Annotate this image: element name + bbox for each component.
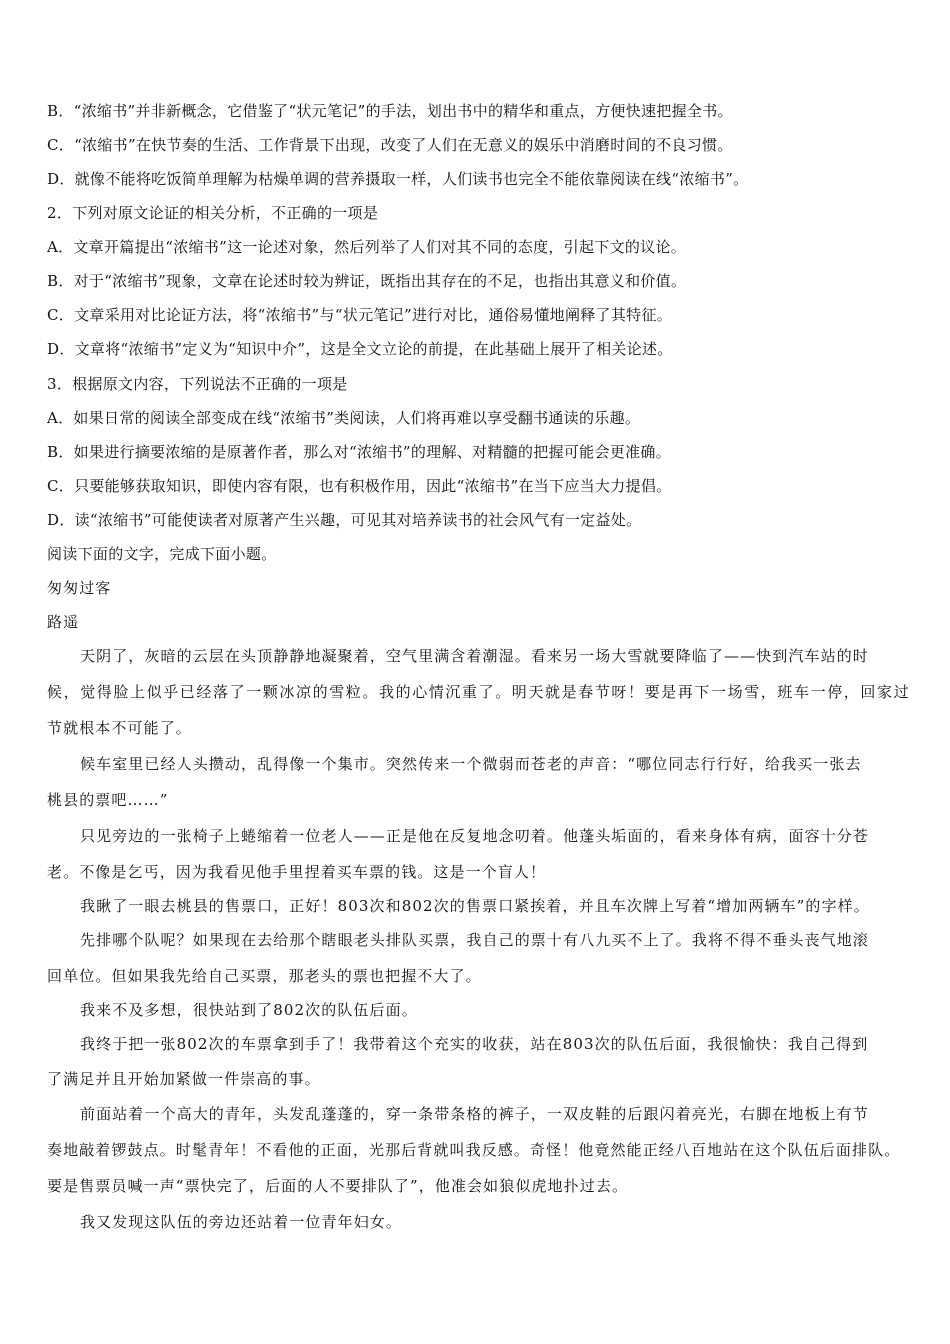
story-line: 了满足并且开始加紧做一件崇高的事。 [47, 1070, 321, 1088]
story-line: 我瞅了一眼去桃县的售票口，正好！803次和802次的售票口紧挨着，并且车次牌上写着“增加两辆车”的字样。 [80, 897, 870, 915]
story-line: 我来不及多想，很快站到了802次的队伍后面。 [80, 1001, 418, 1019]
q3-option-b: B．如果进行摘要浓缩的是原著作者，那么对“浓缩书”的理解、对精髓的把握可能会更准确。 [47, 443, 671, 461]
q2-option-d: D．文章将“浓缩书”定义为“知识中介”，这是全文立论的前提，在此基础上展开了相关论述。 [47, 340, 673, 358]
story-author: 路遥 [47, 613, 80, 631]
story-line: 我又发现这队伍的旁边还站着一位青年妇女。 [80, 1213, 403, 1231]
story-line: 我终于把一张802次的车票拿到手了！我带着这个充实的收获，站在803次的队伍后面，我很愉快：我自己得到 [80, 1035, 869, 1053]
story-title: 匆匆过客 [47, 579, 112, 597]
q2-stem: 2．下列对原文论证的相关分析，不正确的一项是 [47, 204, 379, 222]
q1-option-b: B．“浓缩书”并非新概念，它借鉴了“状元笔记”的手法，划出书中的精华和重点，方便快速把握全书。 [47, 102, 733, 120]
story-line: 节就根本不可能了。 [47, 719, 192, 737]
q3-option-a: A．如果日常的阅读全部变成在线“浓缩书”类阅读，人们将再难以享受翻书通读的乐趣。 [47, 409, 641, 427]
q2-option-a: A．文章开篇提出“浓缩书”这一论述对象，然后列举了人们对其不同的态度，引起下文的议论。 [47, 238, 687, 256]
q3-stem: 3．根据原文内容，下列说法不正确的一项是 [47, 375, 348, 393]
reading-instruction: 阅读下面的文字，完成下面小题。 [47, 545, 277, 563]
q1-option-d: D．就像不能将吃饭简单理解为枯燥单调的营养摄取一样，人们读书也完全不能依靠阅读在线“浓缩书”。 [47, 170, 749, 188]
q1-option-c: C．“浓缩书”在快节奏的生活、工作背景下出现，改变了人们在无意义的娱乐中消磨时间的不良习惯。 [47, 136, 733, 154]
q2-option-c: C．文章采用对比论证方法，将“浓缩书”与“状元笔记”进行对比，通俗易懂地阐释了其特征。 [47, 306, 673, 324]
story-line: 桃县的票吧……” [47, 791, 169, 809]
story-line: 候车室里已经人头攒动，乱得像一个集市。突然传来一个微弱而苍老的声音：“哪位同志行行好，给我买一张去 [80, 755, 862, 773]
story-line: 先排哪个队呢？如果现在去给那个瞎眼老头排队买票，我自己的票十有八九买不上了。我将不得不垂头丧气地滚 [80, 931, 869, 949]
q2-option-b: B．对于“浓缩书”现象，文章在论述时较为辨证，既指出其存在的不足，也指出其意义和价值。 [47, 272, 687, 290]
story-line: 天阴了，灰暗的云层在头顶静静地凝聚着，空气里满含着潮湿。看来另一场大雪就要降临了——快到汽车站的时 [80, 647, 869, 665]
story-line: 只见旁边的一张椅子上蜷缩着一位老人——正是他在反复地念叨着。他蓬头垢面的，看来身体有病，面容十分苍 [80, 827, 869, 845]
q3-option-d: D．读“浓缩书”可能使读者对原著产生兴趣，可见其对培养读书的社会风气有一定益处。 [47, 511, 642, 529]
story-line: 回单位。但如果我先给自己买票，那老头的票也把握不大了。 [47, 967, 482, 985]
story-line: 候，觉得脸上似乎已经落了一颗冰凉的雪粒。我的心情沉重了。明天就是春节呀！要是再下一场雪，班车一停，回家过 [47, 683, 911, 701]
q3-option-c: C．只要能够获取知识，即使内容有限，也有积极作用，因此“浓缩书”在当下应当大力提倡。 [47, 477, 672, 495]
story-line: 奏地敲着锣鼓点。时髦青年！不看他的正面，光那后背就叫我反感。奇怪！他竟然能正经八百地站在这个队伍后面排队。 [47, 1141, 901, 1159]
story-line: 老。不像是乞丐，因为我看见他手里捏着买车票的钱。这是一个盲人！ [47, 863, 547, 881]
story-line: 前面站着一个高大的青年，头发乱蓬蓬的，穿一条带条格的裤子，一双皮鞋的后跟闪着亮光，右脚在地板上有节 [80, 1105, 869, 1123]
story-line: 要是售票员喊一声“票快完了，后面的人不要排队了”，他准会如狼似虎地扑过去。 [47, 1177, 629, 1195]
